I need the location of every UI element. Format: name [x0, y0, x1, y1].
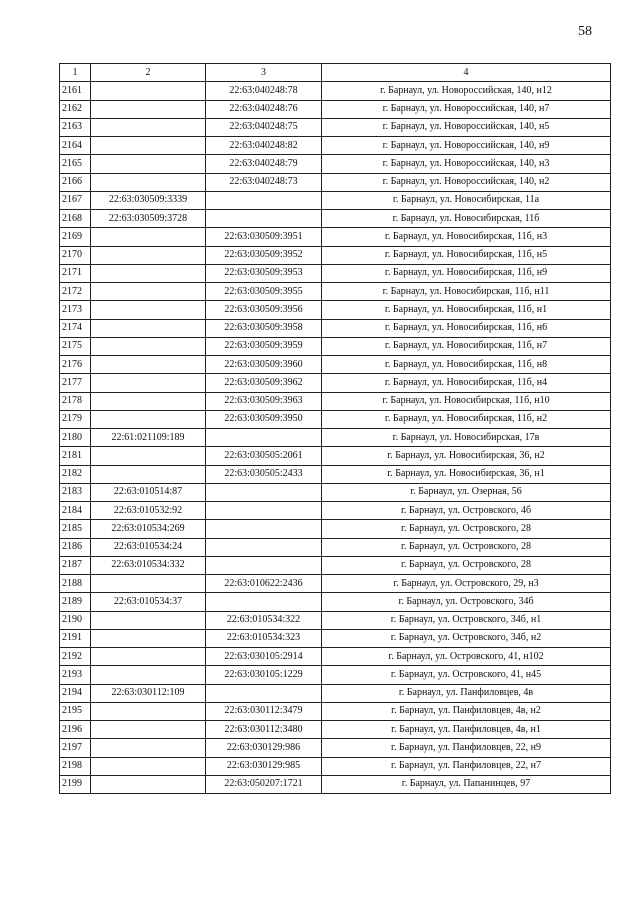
address-cell: г. Барнаул, ул. Новосибирская, 11б, н3 — [322, 228, 611, 246]
cadastral-number-cell — [91, 319, 206, 337]
address-cell: г. Барнаул, ул. Новосибирская, 11б, н8 — [322, 356, 611, 374]
premises-number-cell — [206, 593, 322, 611]
cadastral-number-cell — [91, 264, 206, 282]
cadastral-number-cell — [91, 629, 206, 647]
address-cell: г. Барнаул, ул. Новосибирская, 11б, н6 — [322, 319, 611, 337]
premises-number-cell: 22:63:030105:2914 — [206, 648, 322, 666]
address-cell: г. Барнаул, ул. Панфиловцев, 22, н7 — [322, 757, 611, 775]
cadastral-number-cell — [91, 465, 206, 483]
address-cell: г. Барнаул, ул. Новосибирская, 11б, н9 — [322, 264, 611, 282]
premises-number-cell — [206, 520, 322, 538]
cadastral-number-cell: 22:63:010534:269 — [91, 520, 206, 538]
row-number-cell: 2168 — [60, 210, 91, 228]
cadastral-number-cell — [91, 739, 206, 757]
cadastral-number-cell — [91, 374, 206, 392]
table-row — [60, 283, 611, 301]
address-cell: г. Барнаул, ул. Папанинцев, 97 — [322, 775, 611, 793]
table-row — [60, 556, 611, 574]
row-number-cell: 2196 — [60, 721, 91, 739]
table-row — [60, 739, 611, 757]
premises-number-cell: 22:63:030505:2433 — [206, 465, 322, 483]
table-row — [60, 721, 611, 739]
table-row — [60, 702, 611, 720]
table-row — [60, 429, 611, 447]
cadastral-number-cell — [91, 301, 206, 319]
table-row — [60, 246, 611, 264]
table-row — [60, 191, 611, 209]
cadastral-number-cell — [91, 100, 206, 118]
table-row — [60, 757, 611, 775]
table-row — [60, 319, 611, 337]
row-number-cell: 2189 — [60, 593, 91, 611]
premises-number-cell: 22:63:010622:2436 — [206, 575, 322, 593]
premises-number-cell: 22:63:040248:73 — [206, 173, 322, 191]
row-number-cell: 2193 — [60, 666, 91, 684]
cadastral-number-cell: 22:63:030112:109 — [91, 684, 206, 702]
address-cell: г. Барнаул, ул. Новороссийская, 140, н5 — [322, 118, 611, 136]
row-number-cell: 2166 — [60, 173, 91, 191]
row-number-cell: 2188 — [60, 575, 91, 593]
address-cell: г. Барнаул, ул. Панфиловцев, 4в, н1 — [322, 721, 611, 739]
premises-number-cell: 22:63:040248:76 — [206, 100, 322, 118]
address-cell: г. Барнаул, ул. Панфиловцев, 4в, н2 — [322, 702, 611, 720]
cadastral-number-cell: 22:61:021109:189 — [91, 429, 206, 447]
premises-number-cell: 22:63:040248:82 — [206, 137, 322, 155]
premises-number-cell: 22:63:040248:78 — [206, 82, 322, 100]
table-row — [60, 228, 611, 246]
table-row — [60, 629, 611, 647]
address-cell: г. Барнаул, ул. Островского, 28 — [322, 538, 611, 556]
premises-number-cell: 22:63:030509:3963 — [206, 392, 322, 410]
cadastral-number-cell — [91, 173, 206, 191]
table-row — [60, 155, 611, 173]
address-cell: г. Барнаул, ул. Новосибирская, 11б, н7 — [322, 337, 611, 355]
table-row — [60, 356, 611, 374]
cadastral-number-cell — [91, 447, 206, 465]
address-cell: г. Барнаул, ул. Островского, 34б, н1 — [322, 611, 611, 629]
address-cell: г. Барнаул, ул. Новосибирская, 11б, н5 — [322, 246, 611, 264]
address-cell: г. Барнаул, ул. Панфиловцев, 22, н9 — [322, 739, 611, 757]
cadastral-number-cell — [91, 82, 206, 100]
cadastral-number-cell: 22:63:030509:3728 — [91, 210, 206, 228]
premises-number-cell — [206, 483, 322, 501]
table-row — [60, 374, 611, 392]
address-cell: г. Барнаул, ул. Новосибирская, 11б, н2 — [322, 410, 611, 428]
cadastral-number-cell: 22:63:010534:24 — [91, 538, 206, 556]
table-row — [60, 538, 611, 556]
row-number-cell: 2176 — [60, 356, 91, 374]
address-cell: г. Барнаул, ул. Островского, 28 — [322, 556, 611, 574]
table-row — [60, 611, 611, 629]
address-cell: г. Барнаул, ул. Озерная, 56 — [322, 483, 611, 501]
cadastral-number-cell: 22:63:010532:92 — [91, 502, 206, 520]
premises-number-cell: 22:63:030509:3962 — [206, 374, 322, 392]
address-cell: г. Барнаул, ул. Новосибирская, 11б, н1 — [322, 301, 611, 319]
cadastral-number-cell: 22:63:010534:332 — [91, 556, 206, 574]
column-header: 4 — [322, 64, 611, 82]
cadastral-number-cell — [91, 648, 206, 666]
premises-number-cell: 22:63:030509:3958 — [206, 319, 322, 337]
row-number-cell: 2167 — [60, 191, 91, 209]
row-number-cell: 2195 — [60, 702, 91, 720]
table-header-row — [60, 64, 611, 82]
row-number-cell: 2194 — [60, 684, 91, 702]
table-row — [60, 447, 611, 465]
cadastral-number-cell — [91, 775, 206, 793]
premises-number-cell — [206, 684, 322, 702]
cadastral-number-cell — [91, 118, 206, 136]
cadastral-number-cell — [91, 356, 206, 374]
premises-number-cell: 22:63:030509:3953 — [206, 264, 322, 282]
table-row — [60, 210, 611, 228]
premises-number-cell — [206, 210, 322, 228]
address-cell: г. Барнаул, ул. Новороссийская, 140, н7 — [322, 100, 611, 118]
address-cell: г. Барнаул, ул. Островского, 34б, н2 — [322, 629, 611, 647]
address-cell: г. Барнаул, ул. Новороссийская, 140, н3 — [322, 155, 611, 173]
table-row — [60, 82, 611, 100]
row-number-cell: 2164 — [60, 137, 91, 155]
table-row — [60, 465, 611, 483]
cadastral-number-cell: 22:63:030509:3339 — [91, 191, 206, 209]
address-cell: г. Барнаул, ул. Новороссийская, 140, н2 — [322, 173, 611, 191]
premises-number-cell: 22:63:030509:3956 — [206, 301, 322, 319]
table-row — [60, 337, 611, 355]
premises-number-cell — [206, 429, 322, 447]
address-cell: г. Барнаул, ул. Панфиловцев, 4в — [322, 684, 611, 702]
premises-number-cell: 22:63:010534:322 — [206, 611, 322, 629]
row-number-cell: 2174 — [60, 319, 91, 337]
premises-number-cell: 22:63:030112:3479 — [206, 702, 322, 720]
premises-number-cell — [206, 556, 322, 574]
premises-number-cell: 22:63:030129:985 — [206, 757, 322, 775]
cadastral-number-cell — [91, 721, 206, 739]
row-number-cell: 2162 — [60, 100, 91, 118]
cadastral-number-cell — [91, 283, 206, 301]
address-cell: г. Барнаул, ул. Новосибирская, 17в — [322, 429, 611, 447]
table-row — [60, 502, 611, 520]
premises-number-cell — [206, 502, 322, 520]
cadastral-number-cell — [91, 410, 206, 428]
premises-number-cell: 22:63:030509:3955 — [206, 283, 322, 301]
premises-number-cell — [206, 538, 322, 556]
table-row — [60, 173, 611, 191]
table-row — [60, 520, 611, 538]
premises-number-cell: 22:63:030105:1229 — [206, 666, 322, 684]
row-number-cell: 2173 — [60, 301, 91, 319]
address-cell: г. Барнаул, ул. Островского, 41, н45 — [322, 666, 611, 684]
row-number-cell: 2199 — [60, 775, 91, 793]
row-number-cell: 2165 — [60, 155, 91, 173]
cadastral-number-cell — [91, 392, 206, 410]
premises-number-cell: 22:63:030112:3480 — [206, 721, 322, 739]
row-number-cell: 2163 — [60, 118, 91, 136]
row-number-cell: 2198 — [60, 757, 91, 775]
row-number-cell: 2182 — [60, 465, 91, 483]
registry-table — [59, 63, 611, 794]
address-cell: г. Барнаул, ул. Новосибирская, 11б, н4 — [322, 374, 611, 392]
address-cell: г. Барнаул, ул. Новосибирская, 11б — [322, 210, 611, 228]
address-cell: г. Барнаул, ул. Новосибирская, 11б, н11 — [322, 283, 611, 301]
cadastral-number-cell — [91, 155, 206, 173]
cadastral-number-cell — [91, 337, 206, 355]
address-cell: г. Барнаул, ул. Новосибирская, 11а — [322, 191, 611, 209]
row-number-cell: 2175 — [60, 337, 91, 355]
premises-number-cell: 22:63:050207:1721 — [206, 775, 322, 793]
address-cell: г. Барнаул, ул. Новосибирская, 11б, н10 — [322, 392, 611, 410]
table-row — [60, 100, 611, 118]
row-number-cell: 2180 — [60, 429, 91, 447]
table-row — [60, 575, 611, 593]
cadastral-number-cell — [91, 666, 206, 684]
row-number-cell: 2185 — [60, 520, 91, 538]
table-row — [60, 593, 611, 611]
cadastral-number-cell: 22:63:010534:37 — [91, 593, 206, 611]
table-row — [60, 775, 611, 793]
premises-number-cell: 22:63:030509:3950 — [206, 410, 322, 428]
premises-number-cell: 22:63:010534:323 — [206, 629, 322, 647]
premises-number-cell: 22:63:040248:79 — [206, 155, 322, 173]
row-number-cell: 2183 — [60, 483, 91, 501]
premises-number-cell — [206, 191, 322, 209]
row-number-cell: 2181 — [60, 447, 91, 465]
row-number-cell: 2178 — [60, 392, 91, 410]
row-number-cell: 2184 — [60, 502, 91, 520]
premises-number-cell: 22:63:030509:3952 — [206, 246, 322, 264]
row-number-cell: 2171 — [60, 264, 91, 282]
table-row — [60, 137, 611, 155]
row-number-cell: 2191 — [60, 629, 91, 647]
table-row — [60, 118, 611, 136]
address-cell: г. Барнаул, ул. Новосибирская, 36, н2 — [322, 447, 611, 465]
premises-number-cell: 22:63:040248:75 — [206, 118, 322, 136]
table-row — [60, 264, 611, 282]
cadastral-number-cell — [91, 246, 206, 264]
address-cell: г. Барнаул, ул. Новороссийская, 140, н9 — [322, 137, 611, 155]
row-number-cell: 2197 — [60, 739, 91, 757]
address-cell: г. Барнаул, ул. Новороссийская, 140, н12 — [322, 82, 611, 100]
premises-number-cell: 22:63:030509:3959 — [206, 337, 322, 355]
table-row — [60, 483, 611, 501]
column-header: 2 — [91, 64, 206, 82]
address-cell: г. Барнаул, ул. Островского, 41, н102 — [322, 648, 611, 666]
cadastral-number-cell — [91, 575, 206, 593]
row-number-cell: 2170 — [60, 246, 91, 264]
column-header: 3 — [206, 64, 322, 82]
address-cell: г. Барнаул, ул. Островского, 28 — [322, 520, 611, 538]
address-cell: г. Барнаул, ул. Островского, 29, н3 — [322, 575, 611, 593]
table-row — [60, 666, 611, 684]
row-number-cell: 2190 — [60, 611, 91, 629]
table-body — [60, 64, 611, 794]
table-row — [60, 392, 611, 410]
row-number-cell: 2169 — [60, 228, 91, 246]
premises-number-cell: 22:63:030129:986 — [206, 739, 322, 757]
row-number-cell: 2177 — [60, 374, 91, 392]
row-number-cell: 2187 — [60, 556, 91, 574]
table-row — [60, 684, 611, 702]
table-row — [60, 648, 611, 666]
cadastral-number-cell — [91, 137, 206, 155]
row-number-cell: 2161 — [60, 82, 91, 100]
cadastral-number-cell — [91, 702, 206, 720]
premises-number-cell: 22:63:030509:3960 — [206, 356, 322, 374]
row-number-cell: 2192 — [60, 648, 91, 666]
premises-number-cell: 22:63:030509:3951 — [206, 228, 322, 246]
cadastral-number-cell — [91, 757, 206, 775]
address-cell: г. Барнаул, ул. Новосибирская, 36, н1 — [322, 465, 611, 483]
row-number-cell: 2179 — [60, 410, 91, 428]
cadastral-number-cell — [91, 228, 206, 246]
column-header: 1 — [60, 64, 91, 82]
premises-number-cell: 22:63:030505:2061 — [206, 447, 322, 465]
row-number-cell: 2172 — [60, 283, 91, 301]
page-number: 58 — [578, 24, 592, 39]
table-row — [60, 301, 611, 319]
address-cell: г. Барнаул, ул. Островского, 4б — [322, 502, 611, 520]
cadastral-number-cell: 22:63:010514:87 — [91, 483, 206, 501]
address-cell: г. Барнаул, ул. Островского, 34б — [322, 593, 611, 611]
table-row — [60, 410, 611, 428]
cadastral-number-cell — [91, 611, 206, 629]
row-number-cell: 2186 — [60, 538, 91, 556]
